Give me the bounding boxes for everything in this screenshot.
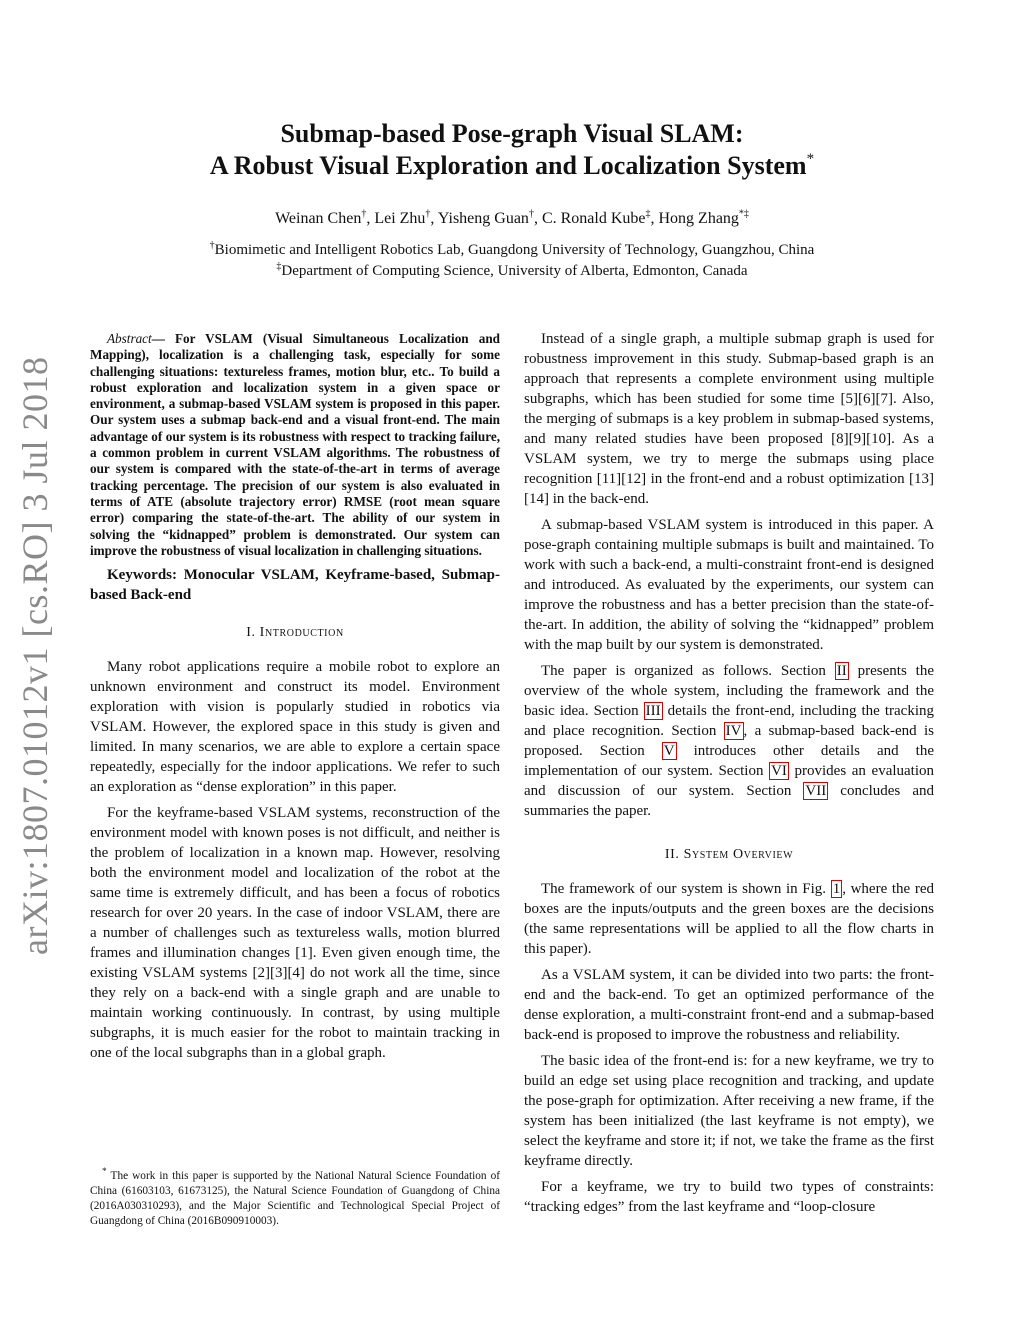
abstract-paragraph — [90, 331, 500, 559]
section-heading-introduction: I. Introduction — [246, 625, 344, 641]
affiliation-mark: † — [209, 240, 215, 251]
paper-title — [90, 118, 934, 182]
author-name: , Lei Zhu — [366, 210, 426, 227]
affiliation-mark: ‡ — [276, 261, 282, 272]
footnote-mark: * — [102, 1167, 107, 1177]
author-name: , Hong Zhang — [650, 210, 739, 227]
author-mark: † — [528, 208, 534, 220]
section-ref-link[interactable]: III — [645, 703, 661, 719]
author-name: , Yisheng Guan — [430, 210, 529, 227]
body-paragraph — [524, 879, 934, 959]
body-paragraph — [524, 661, 934, 821]
body-paragraph: For a keyframe, we try to build two types of constraints: “tracking edges” from the last keyframe and “loop-closure — [524, 1179, 934, 1215]
title-line-1: Submap-based Pose-graph Visual SLAM: — [280, 119, 744, 148]
author-name: , C. Ronald Kube — [533, 210, 646, 227]
text-run: concludes and summaries the paper. — [524, 783, 934, 819]
affiliation-1 — [90, 242, 934, 259]
section-ref-link[interactable]: VI — [771, 763, 787, 779]
affiliation-text: Biomimetic and Intelligent Robotics Lab, Guangdong University of Technology, Guangzhou, China — [214, 242, 815, 258]
keywords: Keywords: Monocular VSLAM, Keyframe-based, Submap-based Back-end — [90, 567, 500, 604]
text-run: details the front-end, including the tracking and place recognition. Section — [524, 703, 934, 739]
section-ref-link[interactable]: IV — [725, 723, 742, 739]
text-run: provides an evaluation and discussion of our system. Section — [524, 763, 935, 799]
abstract-label: Abstract — [107, 331, 152, 346]
section-ref-link[interactable]: II — [836, 663, 847, 679]
title-line-2-text: A Robust Visual Exploration and Localization System — [209, 151, 807, 180]
body-paragraph: A submap-based VSLAM system is introduced in this paper. A pose-graph containing multiple submaps is built and maintained. To work with such a back-end, a multi-constraint front-end is designed and introduced. As evaluated by the experiments, our system can improve the robustness and has a better precision than the state-of-the-art. In addition, the ability of solving the “kidnapped” problem with the map built by our system is demonstrated. — [524, 517, 934, 653]
text-run: introduces other details and the implementation of our system. Section — [524, 743, 934, 779]
footnote-text: The work in this paper is supported by the National Natural Science Foundation of China (61603103, 61673125), the Natural Science Foundation of Guangdong of China (2016A030310293), and the Major Scientific and Technological Special Project of Guangdong of China (2016B090910003). — [90, 1169, 500, 1227]
author-mark: ‡ — [645, 208, 651, 220]
title-line-2 — [90, 150, 934, 182]
right-column — [524, 329, 934, 1223]
section-ref-link[interactable]: V — [663, 743, 675, 759]
author-list — [90, 210, 934, 228]
title-footnote-mark: * — [806, 151, 815, 167]
author-mark: *‡ — [738, 208, 749, 220]
text-run: presents the overview of the whole system, including the framework and the basic idea. Section — [524, 663, 934, 719]
arxiv-identifier: arXiv:1807.01012v1 [cs.RO] 3 Jul 2018 — [15, 356, 55, 955]
text-run: The framework of our system is shown in Fig. — [541, 881, 831, 897]
body-paragraph: As a VSLAM system, it can be divided into two parts: the front-end and the back-end. To get an optimized performance of the dense exploration, a multi-constraint front-end and a submap-based back-end is proposed to improve the robustness and reliability. — [524, 967, 934, 1043]
author-mark: † — [425, 208, 431, 220]
affiliation-2 — [90, 263, 934, 280]
text-run: The paper is organized as follows. Section — [541, 663, 835, 679]
author-mark: † — [361, 208, 367, 220]
footnote — [90, 1165, 500, 1229]
footnote-paragraph — [90, 1165, 500, 1229]
figure-ref-link[interactable]: 1 — [832, 881, 841, 897]
section-heading-system-overview: II. System Overview — [664, 847, 794, 862]
body-paragraph: Many robot applications require a mobile robot to explore an unknown environment and construct its model. Environment exploration with vision is popularly studied in robotics via VSLAM. However, the explored space in this study is given and limited. In many scenarios, we are able to explore a certain space repeatedly, especially for the indoor applications. We refer to such an exploration as “dense exploration” in this paper. — [90, 659, 500, 796]
section-ref-link[interactable]: VII — [805, 783, 827, 799]
abstract-text: For VSLAM (Visual Simultaneous Localization and Mapping), localization is a challenging task, especially for some challenging situations: textureless frames, motion blur, etc.. To build a robust exploration and localization system in a given space or environment, a submap-based VSLAM system is proposed in this paper. Our system uses a submap back-end and a visual front-end. The main advantage of our system is its robustness with respect to tracking failure, a common problem in current VSLAM algorithms. The robustness of our system is compared with the state-of-the-art in terms of average tracking percentage. The precision of our system is also evaluated in terms of ATE (absolute trajectory error) RMSE (root mean square error) comparing the state-of-the-art. The ability of our system in solving the “kidnapped” problem is demonstrated. Our system can improve the robustness of visual localization in challenging situations. — [90, 331, 500, 558]
affiliation-text: Department of Computing Science, University of Alberta, Edmonton, Canada — [281, 263, 748, 279]
left-column — [90, 331, 500, 1069]
abstract-dash: — — [151, 331, 175, 346]
abstract — [90, 331, 500, 559]
text-run: , a submap-based back-end is proposed. Section — [524, 723, 934, 759]
author-name: Weinan Chen — [275, 210, 362, 227]
body-paragraph: The basic idea of the front-end is: for a new keyframe, we try to build an edge set using place recognition and tracking, and update the pose-graph for optimization. After receiving a new frame, if the system has been initialized (the last keyframe is not empty), we select the keyframe and store it; if not, we take the frame as the first keyframe directly. — [524, 1053, 934, 1169]
body-paragraph: For the keyframe-based VSLAM systems, reconstruction of the environment model with known poses is not difficult, and neither is the problem of localization in a known map. However, resolving both the environment model and localization of the robot at the same time is extremely difficult, and has been a focus of robotics research for over 20 years. In the case of indoor VSLAM, there are a number of challenges such as textureless walls, motion blurred frames and illumination changes [1]. Even given enough time, the existing VSLAM systems [2][3][4] do not work all the time, since they rely on a back-end with a single graph and are unable to maintain working continuously. In contrast, by using multiple subgraphs, it is much easier for the robot to maintain tracking in one of the local subgraphs than in a global graph. — [90, 805, 500, 1062]
body-paragraph: Instead of a single graph, a multiple submap graph is used for robustness improvement in this study. Submap-based graph is an approach that represents a complete environment using multiple subgraphs, which has been studied for some time [5][6][7]. Also, the merging of submaps is a key problem in submap-based systems, and many related studies have been proposed [8][9][10]. As a VSLAM system, we try to merge the submaps using place recognition [11][12] in the front-end and a robust optimization [13][14] in the back-end. — [524, 331, 934, 507]
text-run: , where the red boxes are the inputs/outputs and the green boxes are the decisions (the same representations will be applied to all the flow charts in this paper). — [524, 881, 934, 957]
